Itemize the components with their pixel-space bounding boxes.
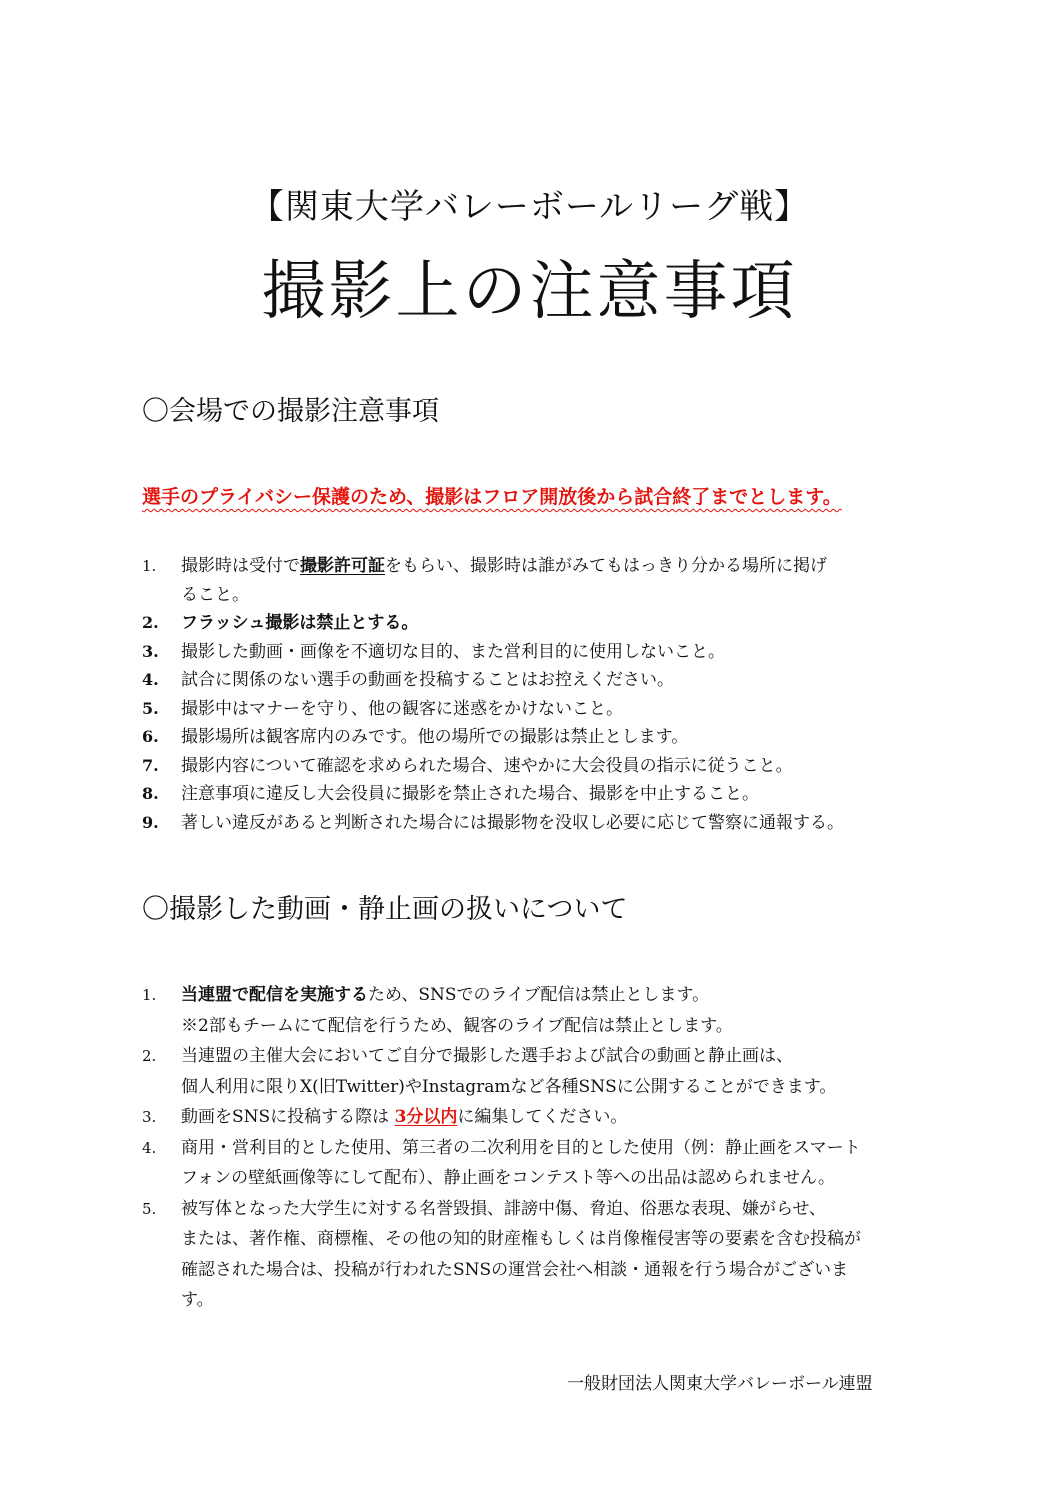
item-text-continued: ること。 — [181, 584, 249, 605]
item-number: 1. — [142, 986, 157, 1004]
list-item — [142, 609, 844, 638]
list-item — [142, 980, 861, 1041]
item-text: ため、SNSでのライブ配信は禁止とします。 — [368, 985, 710, 1005]
list-item — [142, 638, 844, 667]
item-emphasis: 配信を実施する — [249, 985, 368, 1005]
item-number: 5. — [142, 698, 159, 718]
item-text: 撮影した動画・画像を不適切な目的、また営利目的に使用しないこと。 — [181, 641, 725, 662]
item-emphasis: 当連盟で — [181, 985, 249, 1005]
section2-heading: 〇撮影した動画・静止画の扱いについて — [142, 894, 628, 925]
document-subtitle: 【関東大学バレーボールリーグ戦】 — [249, 187, 810, 227]
list-item — [142, 1041, 861, 1102]
item-text: 注意事項に違反し大会役員に撮影を禁止された場合、撮影を中止すること。 — [181, 784, 759, 804]
item-number: 4. — [142, 1138, 157, 1157]
list-item — [142, 723, 844, 752]
list-item — [142, 780, 844, 809]
item-text: をもらい、撮影時は誰がみてもはっきり分かる場所に掲げ — [385, 556, 827, 576]
item-number: 5. — [142, 1199, 157, 1218]
item-text: に編集してください。 — [457, 1107, 628, 1127]
item-text-continued: 確認された場合は、投稿が行われたSNSの運営会社へ相談・通報を行う場合がございま — [181, 1259, 849, 1280]
item-number: 4. — [142, 670, 159, 689]
item-number: 7. — [142, 755, 159, 775]
list-item — [142, 1133, 861, 1194]
section1-heading: 〇会場での撮影注意事項 — [142, 396, 439, 427]
list-item — [142, 1194, 861, 1316]
item-text-continued: 個人利用に限りX(旧Twitter)やInstagramなど各種SNSに公開することができます。 — [181, 1076, 837, 1097]
item-text: 商用・営利目的とした使用、第三者の二次利用を目的とした使用（例：静止画をスマート — [181, 1137, 861, 1158]
media-rules-list — [142, 980, 861, 1316]
list-item — [142, 1102, 861, 1133]
organization-signature: 一般財団法人関東大学バレーボール連盟 — [567, 1374, 873, 1394]
item-text: 試合に関係のない選手の動画を投稿することはお控えください。 — [181, 670, 674, 690]
item-text: 動画をSNSに投稿する際は — [181, 1107, 395, 1127]
item-number: 3. — [142, 641, 159, 661]
time-limit-emphasis: 3分以内 — [394, 1107, 458, 1127]
item-text: 撮影場所は観客席内のみです。他の場所での撮影は禁止とします。 — [181, 727, 689, 747]
item-number: 9. — [142, 812, 159, 832]
list-item — [142, 552, 844, 609]
item-text: 撮影中はマナーを守り、他の観客に迷惑をかけないこと。 — [181, 698, 623, 719]
venue-rules-list — [142, 552, 844, 837]
item-number: 1. — [142, 557, 157, 575]
item-number: 8. — [142, 784, 159, 803]
item-number: 2. — [142, 1047, 157, 1065]
item-text-continued: ※2部もチームにて配信を行うため、観客のライブ配信は禁止とします。 — [181, 1015, 733, 1036]
item-text-continued: フォンの壁紙画像等にして配布）、静止画をコンテスト等への出品は認められません。 — [181, 1168, 835, 1188]
item-text: 撮影内容について確認を求められた場合、速やかに大会役員の指示に従うこと。 — [181, 755, 793, 776]
item-text: 撮影時は受付で — [181, 556, 300, 576]
document-title: 撮影上の注意事項 — [261, 255, 798, 329]
item-text: 著しい違反があると判断された場合には撮影物を没収し必要に応じて警察に通報する。 — [181, 812, 844, 833]
item-text: 当連盟の主催大会においてご自分で撮影した選手および試合の動画と静止画は、 — [181, 1046, 793, 1066]
item-number: 6. — [142, 727, 159, 746]
item-number: 3. — [142, 1108, 157, 1126]
item-text: 被写体となった大学生に対する名誉毀損、誹謗中傷、脅迫、俗悪な表現、嫌がらせ、 — [181, 1198, 826, 1219]
item-text: フラッシュ撮影は禁止とする。 — [181, 613, 419, 633]
privacy-notice: 選手のプライバシー保護のため、撮影はフロア開放後から試合終了までとします。 — [142, 486, 842, 508]
item-text-continued: す。 — [181, 1290, 214, 1310]
list-item — [142, 809, 844, 838]
item-number: 2. — [142, 613, 159, 632]
item-text-continued: または、著作権、商標権、その他の知的財産権もしくは肖像権侵害等の要素を含む投稿が — [181, 1229, 861, 1249]
list-item — [142, 752, 844, 781]
list-item — [142, 666, 844, 695]
list-item — [142, 695, 844, 724]
permit-emphasis: 撮影許可証 — [300, 556, 385, 576]
